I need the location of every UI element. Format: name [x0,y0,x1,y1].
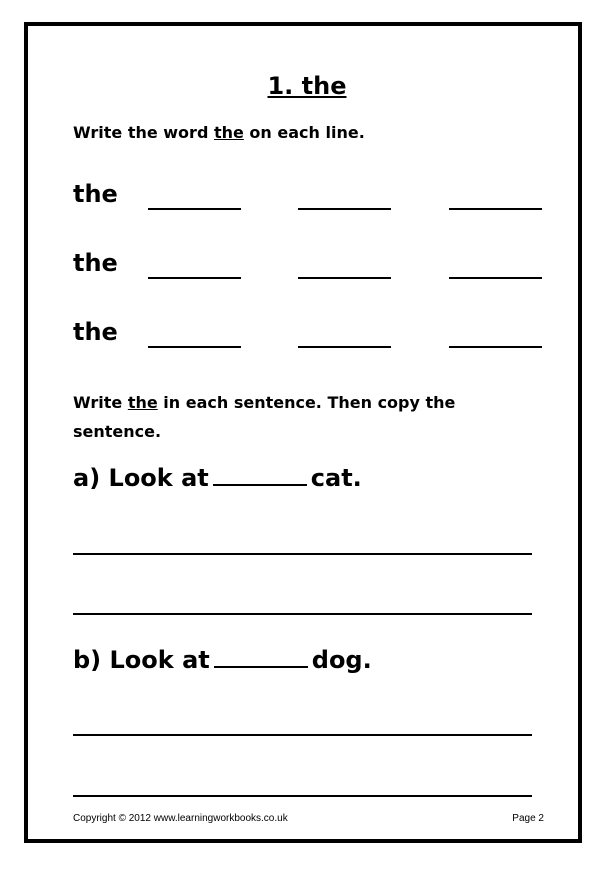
sentence-blank[interactable] [213,462,307,486]
sentence-a [73,462,362,492]
answer-line[interactable] [449,208,542,210]
sentence-suffix: dog. [311,646,372,674]
instruction-text: in each sentence. Then copy the [157,393,456,412]
practice-word: the [73,180,118,208]
sentence-b [73,644,372,674]
instruction-text: Write [73,393,128,412]
instruction-target-word: the [213,123,244,142]
answer-line[interactable] [148,277,241,279]
instruction-fill-sentence [73,388,455,418]
footer-copyright: Copyright © 2012 www.learningworkbooks.co.uk [73,813,288,824]
instruction-write-word [73,118,365,148]
copy-line[interactable] [73,734,532,736]
answer-line[interactable] [298,208,391,210]
answer-line[interactable] [298,346,391,348]
instruction-text: on each line. [243,123,365,142]
instruction-target-word: the [127,393,158,412]
practice-word: the [73,249,118,277]
answer-line[interactable] [148,346,241,348]
instruction-fill-sentence-cont: sentence. [73,422,162,441]
copy-line[interactable] [73,553,532,555]
copy-line[interactable] [73,613,532,615]
answer-line[interactable] [148,208,241,210]
copy-line[interactable] [73,795,532,797]
instruction-text: Write the word [73,123,214,142]
sentence-prefix: b) Look at [73,646,210,674]
answer-line[interactable] [449,277,542,279]
answer-line[interactable] [298,277,391,279]
sentence-suffix: cat. [310,464,362,492]
sentence-blank[interactable] [214,644,308,668]
practice-word: the [73,318,118,346]
footer-page-number: Page 2 [512,813,544,824]
answer-line[interactable] [449,346,542,348]
worksheet-title: 1. the [267,72,347,100]
sentence-prefix: a) Look at [73,464,209,492]
